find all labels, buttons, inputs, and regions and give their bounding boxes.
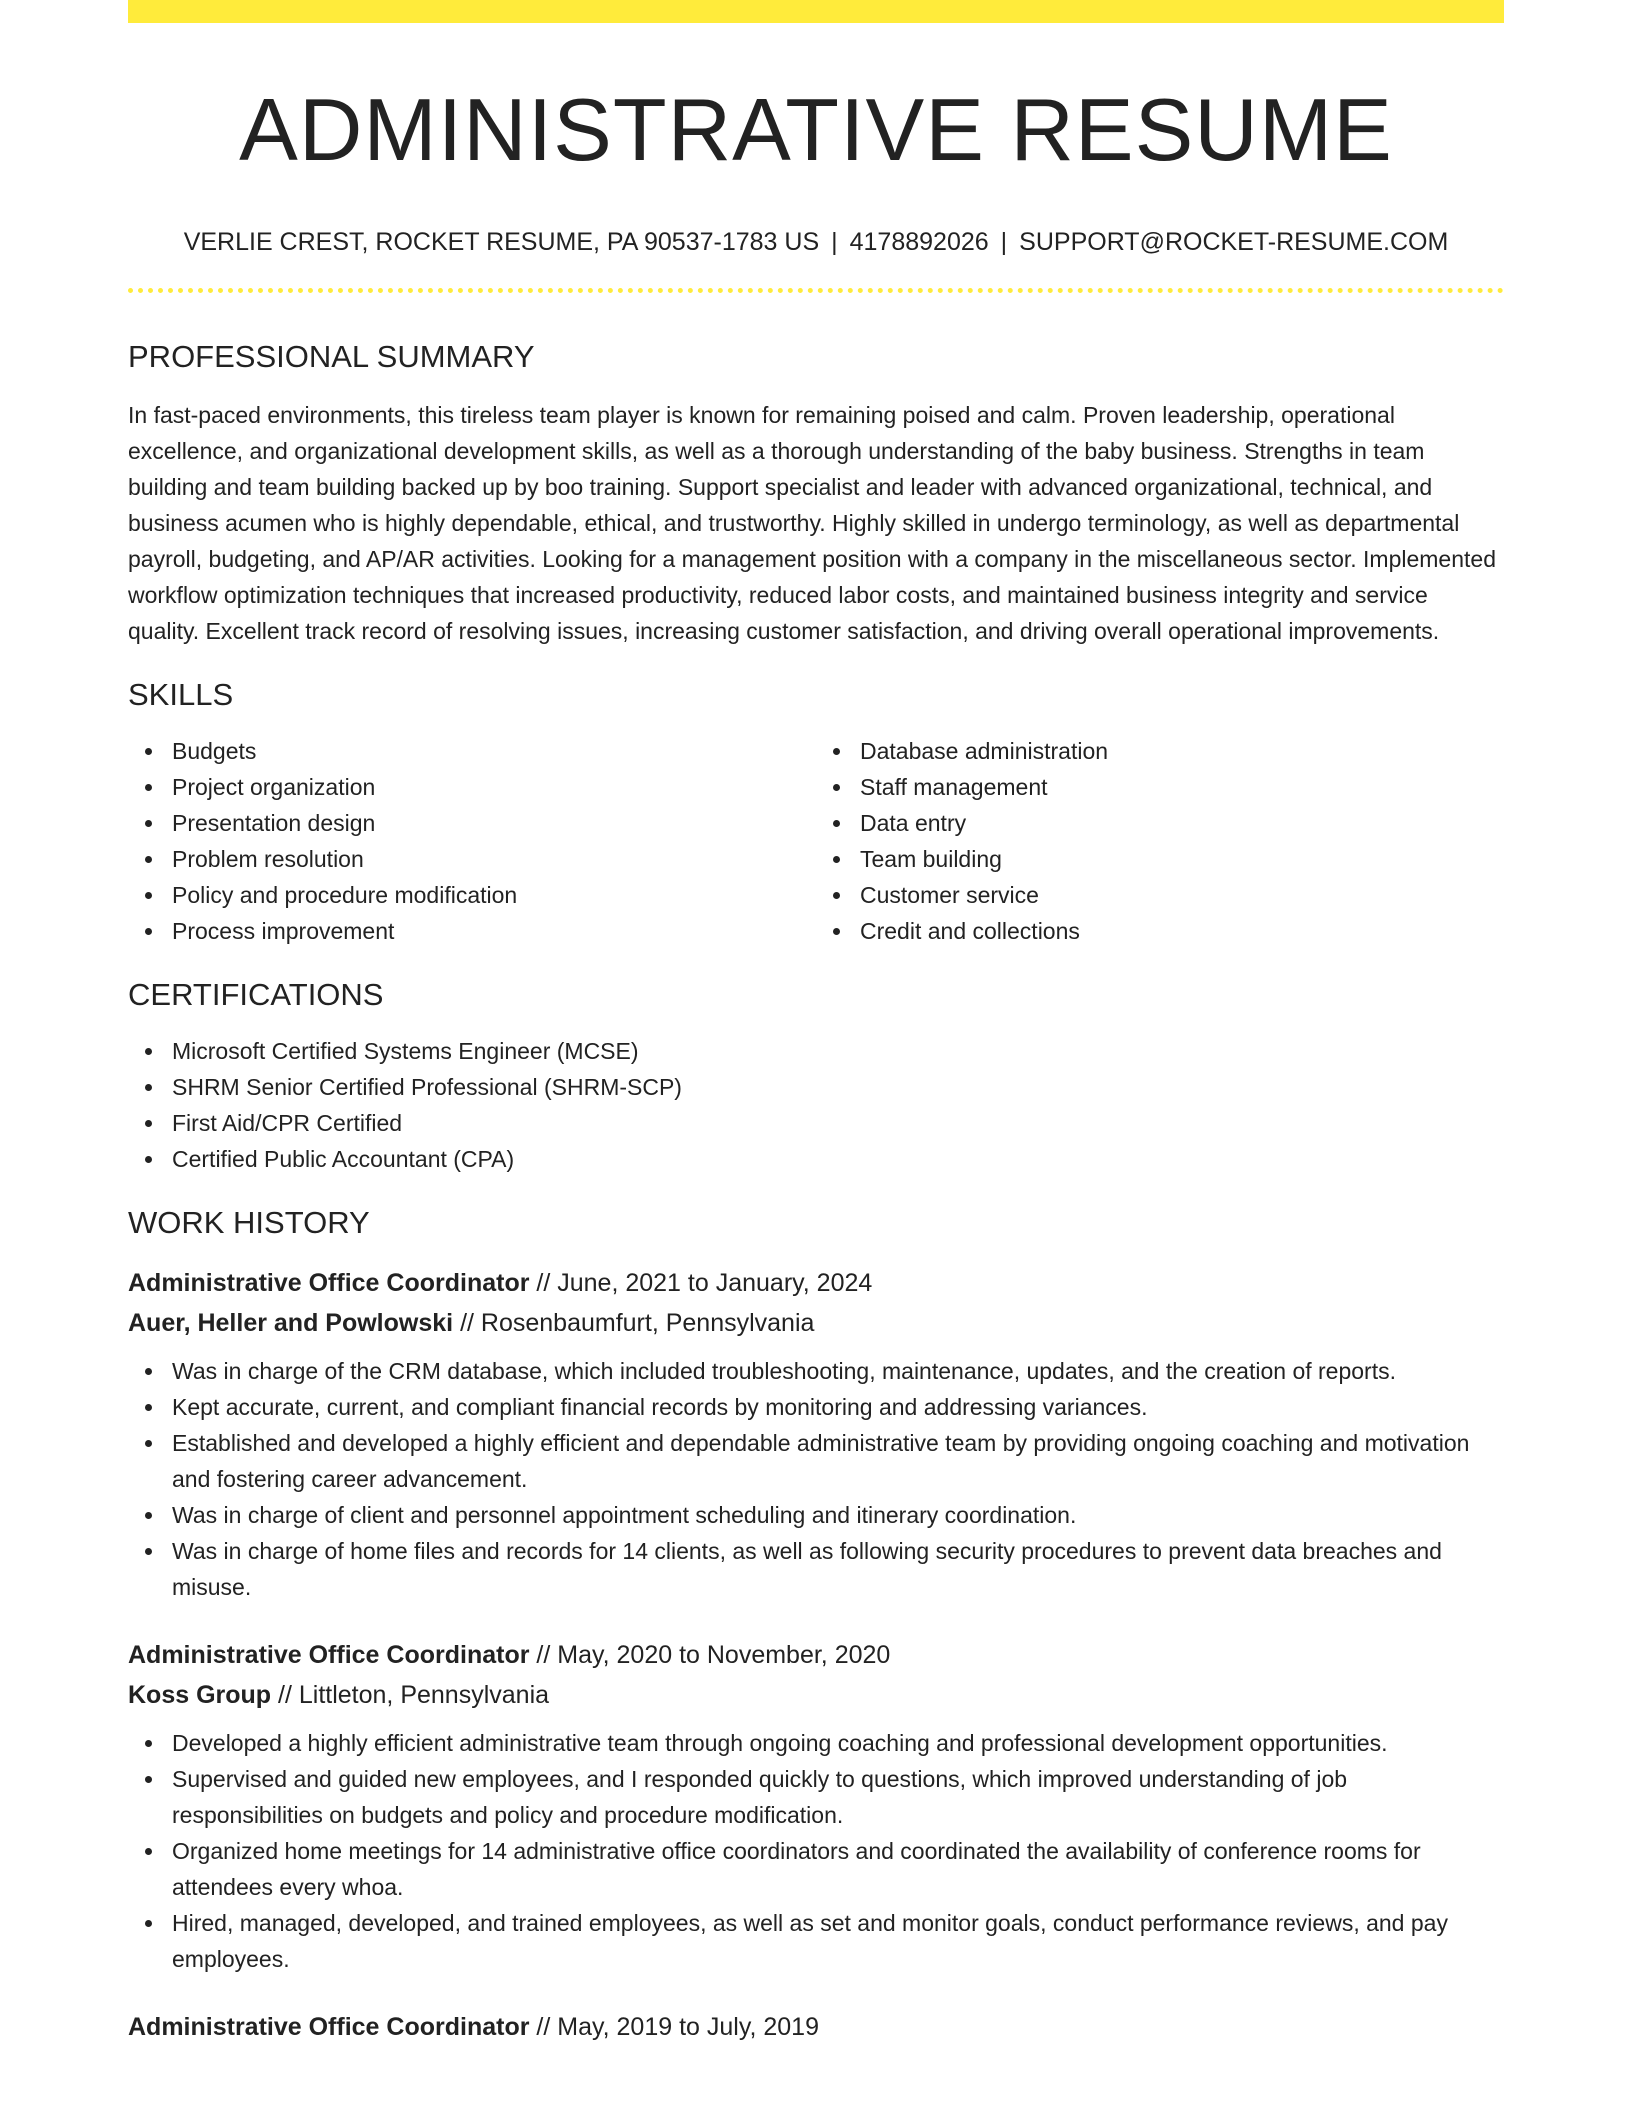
- summary-heading: PROFESSIONAL SUMMARY: [128, 339, 535, 374]
- skill-item: Database administration: [816, 733, 1504, 769]
- certifications-heading: CERTIFICATIONS: [128, 977, 384, 1012]
- certification-item: Microsoft Certified Systems Engineer (MCSE): [128, 1033, 1504, 1069]
- job-bullet: Was in charge of home files and records for 14 clients, as well as following security procedures to prevent data breaches and misuse.: [128, 1533, 1504, 1605]
- job-role-line: [128, 1263, 1504, 1303]
- certification-item: SHRM Senior Certified Professional (SHRM-SCP): [128, 1069, 1504, 1105]
- job-bullet: Kept accurate, current, and compliant financial records by monitoring and addressing variances.: [128, 1389, 1504, 1425]
- skill-item: Team building: [816, 841, 1504, 877]
- job-location: // Littleton, Pennsylvania: [278, 1681, 550, 1709]
- job-bullets: [128, 1353, 1504, 1605]
- certification-item: First Aid/CPR Certified: [128, 1105, 1504, 1141]
- skills-right-list: [816, 733, 1504, 949]
- work-history-heading: WORK HISTORY: [128, 1205, 370, 1240]
- job-company: Koss Group: [128, 1681, 272, 1709]
- job-bullet: Was in charge of client and personnel appointment scheduling and itinerary coordination.: [128, 1497, 1504, 1533]
- contact-line: [128, 226, 1504, 258]
- resume-title: ADMINISTRATIVE RESUME: [239, 80, 1393, 179]
- skill-item: Staff management: [816, 769, 1504, 805]
- job-company: Auer, Heller and Powlowski: [128, 1309, 454, 1337]
- skills-left-list: [128, 733, 816, 949]
- contact-email: SUPPORT@ROCKET-RESUME.COM: [1019, 228, 1449, 256]
- job-entry: [128, 2007, 1504, 2047]
- skills-grid: [128, 733, 1504, 949]
- certifications-list: [128, 1033, 1504, 1177]
- job-bullet: Organized home meetings for 14 administrative office coordinators and coordinated the availability of conference rooms for attendees every whoa.: [128, 1833, 1504, 1905]
- job-dates: // May, 2020 to November, 2020: [536, 1641, 891, 1669]
- contact-address: VERLIE CREST, ROCKET RESUME, PA 90537-1783 US: [183, 228, 820, 256]
- job-company-line: [128, 1303, 1504, 1343]
- skill-item: Budgets: [128, 733, 816, 769]
- job-location: // Rosenbaumfurt, Pennsylvania: [460, 1309, 815, 1337]
- skill-item: Policy and procedure modification: [128, 877, 816, 913]
- job-role: Administrative Office Coordinator: [128, 1641, 530, 1669]
- contact-phone: 4178892026: [849, 228, 989, 256]
- skill-item: Data entry: [816, 805, 1504, 841]
- skill-item: Presentation design: [128, 805, 816, 841]
- skills-heading: SKILLS: [128, 677, 234, 712]
- job-dates: // May, 2019 to July, 2019: [536, 2013, 819, 2041]
- contact-separator: |: [831, 228, 838, 256]
- job-bullets: [128, 1725, 1504, 1977]
- job-company-line: [128, 1675, 1504, 1715]
- job-bullet: Established and developed a highly efficient and dependable administrative team by providing ongoing coaching and motivation and fostering career advancement.: [128, 1425, 1504, 1497]
- job-bullet: Developed a highly efficient administrative team through ongoing coaching and professional development opportunities.: [128, 1725, 1504, 1761]
- job-role: Administrative Office Coordinator: [128, 2013, 530, 2041]
- skill-item: Credit and collections: [816, 913, 1504, 949]
- certification-item: Certified Public Accountant (CPA): [128, 1141, 1504, 1177]
- job-dates: // June, 2021 to January, 2024: [536, 1269, 873, 1297]
- job-bullet: Supervised and guided new employees, and I responded quickly to questions, which improved understanding of job responsibilities on budgets and policy and procedure modification.: [128, 1761, 1504, 1833]
- skill-item: Problem resolution: [128, 841, 816, 877]
- job-entry: [128, 1635, 1504, 1977]
- dotted-divider: [128, 288, 1504, 293]
- job-role-line: [128, 1635, 1504, 1675]
- skill-item: Process improvement: [128, 913, 816, 949]
- job-bullet: Hired, managed, developed, and trained employees, as well as set and monitor goals, conduct performance reviews, and pay employees.: [128, 1905, 1504, 1977]
- resume-content: [128, 0, 1504, 2047]
- summary-text: In fast-paced environments, this tireless team player is known for remaining poised and calm. Proven leadership, operational excellence, and organizational development skills, as well as a thorough understanding of the baby business. Strengths in team building and team building backed up by boo training. Support specialist and leader with advanced organizational, technical, and business acumen who is highly dependable, ethical, and trustworthy. Highly skilled in undergo terminology, as well as departmental payroll, budgeting, and AP/AR activities. Looking for a management position with a company in the miscellaneous sector. Implemented workflow optimization techniques that increased productivity, reduced labor costs, and maintained business integrity and service quality. Excellent track record of resolving issues, increasing customer satisfaction, and driving overall operational improvements.: [128, 402, 1496, 644]
- job-role: Administrative Office Coordinator: [128, 1269, 530, 1297]
- job-bullet: Was in charge of the CRM database, which included troubleshooting, maintenance, updates, and the creation of reports.: [128, 1353, 1504, 1389]
- skill-item: Customer service: [816, 877, 1504, 913]
- skill-item: Project organization: [128, 769, 816, 805]
- job-entry: [128, 1263, 1504, 1605]
- job-role-line: [128, 2007, 1504, 2047]
- contact-separator: |: [1000, 228, 1008, 256]
